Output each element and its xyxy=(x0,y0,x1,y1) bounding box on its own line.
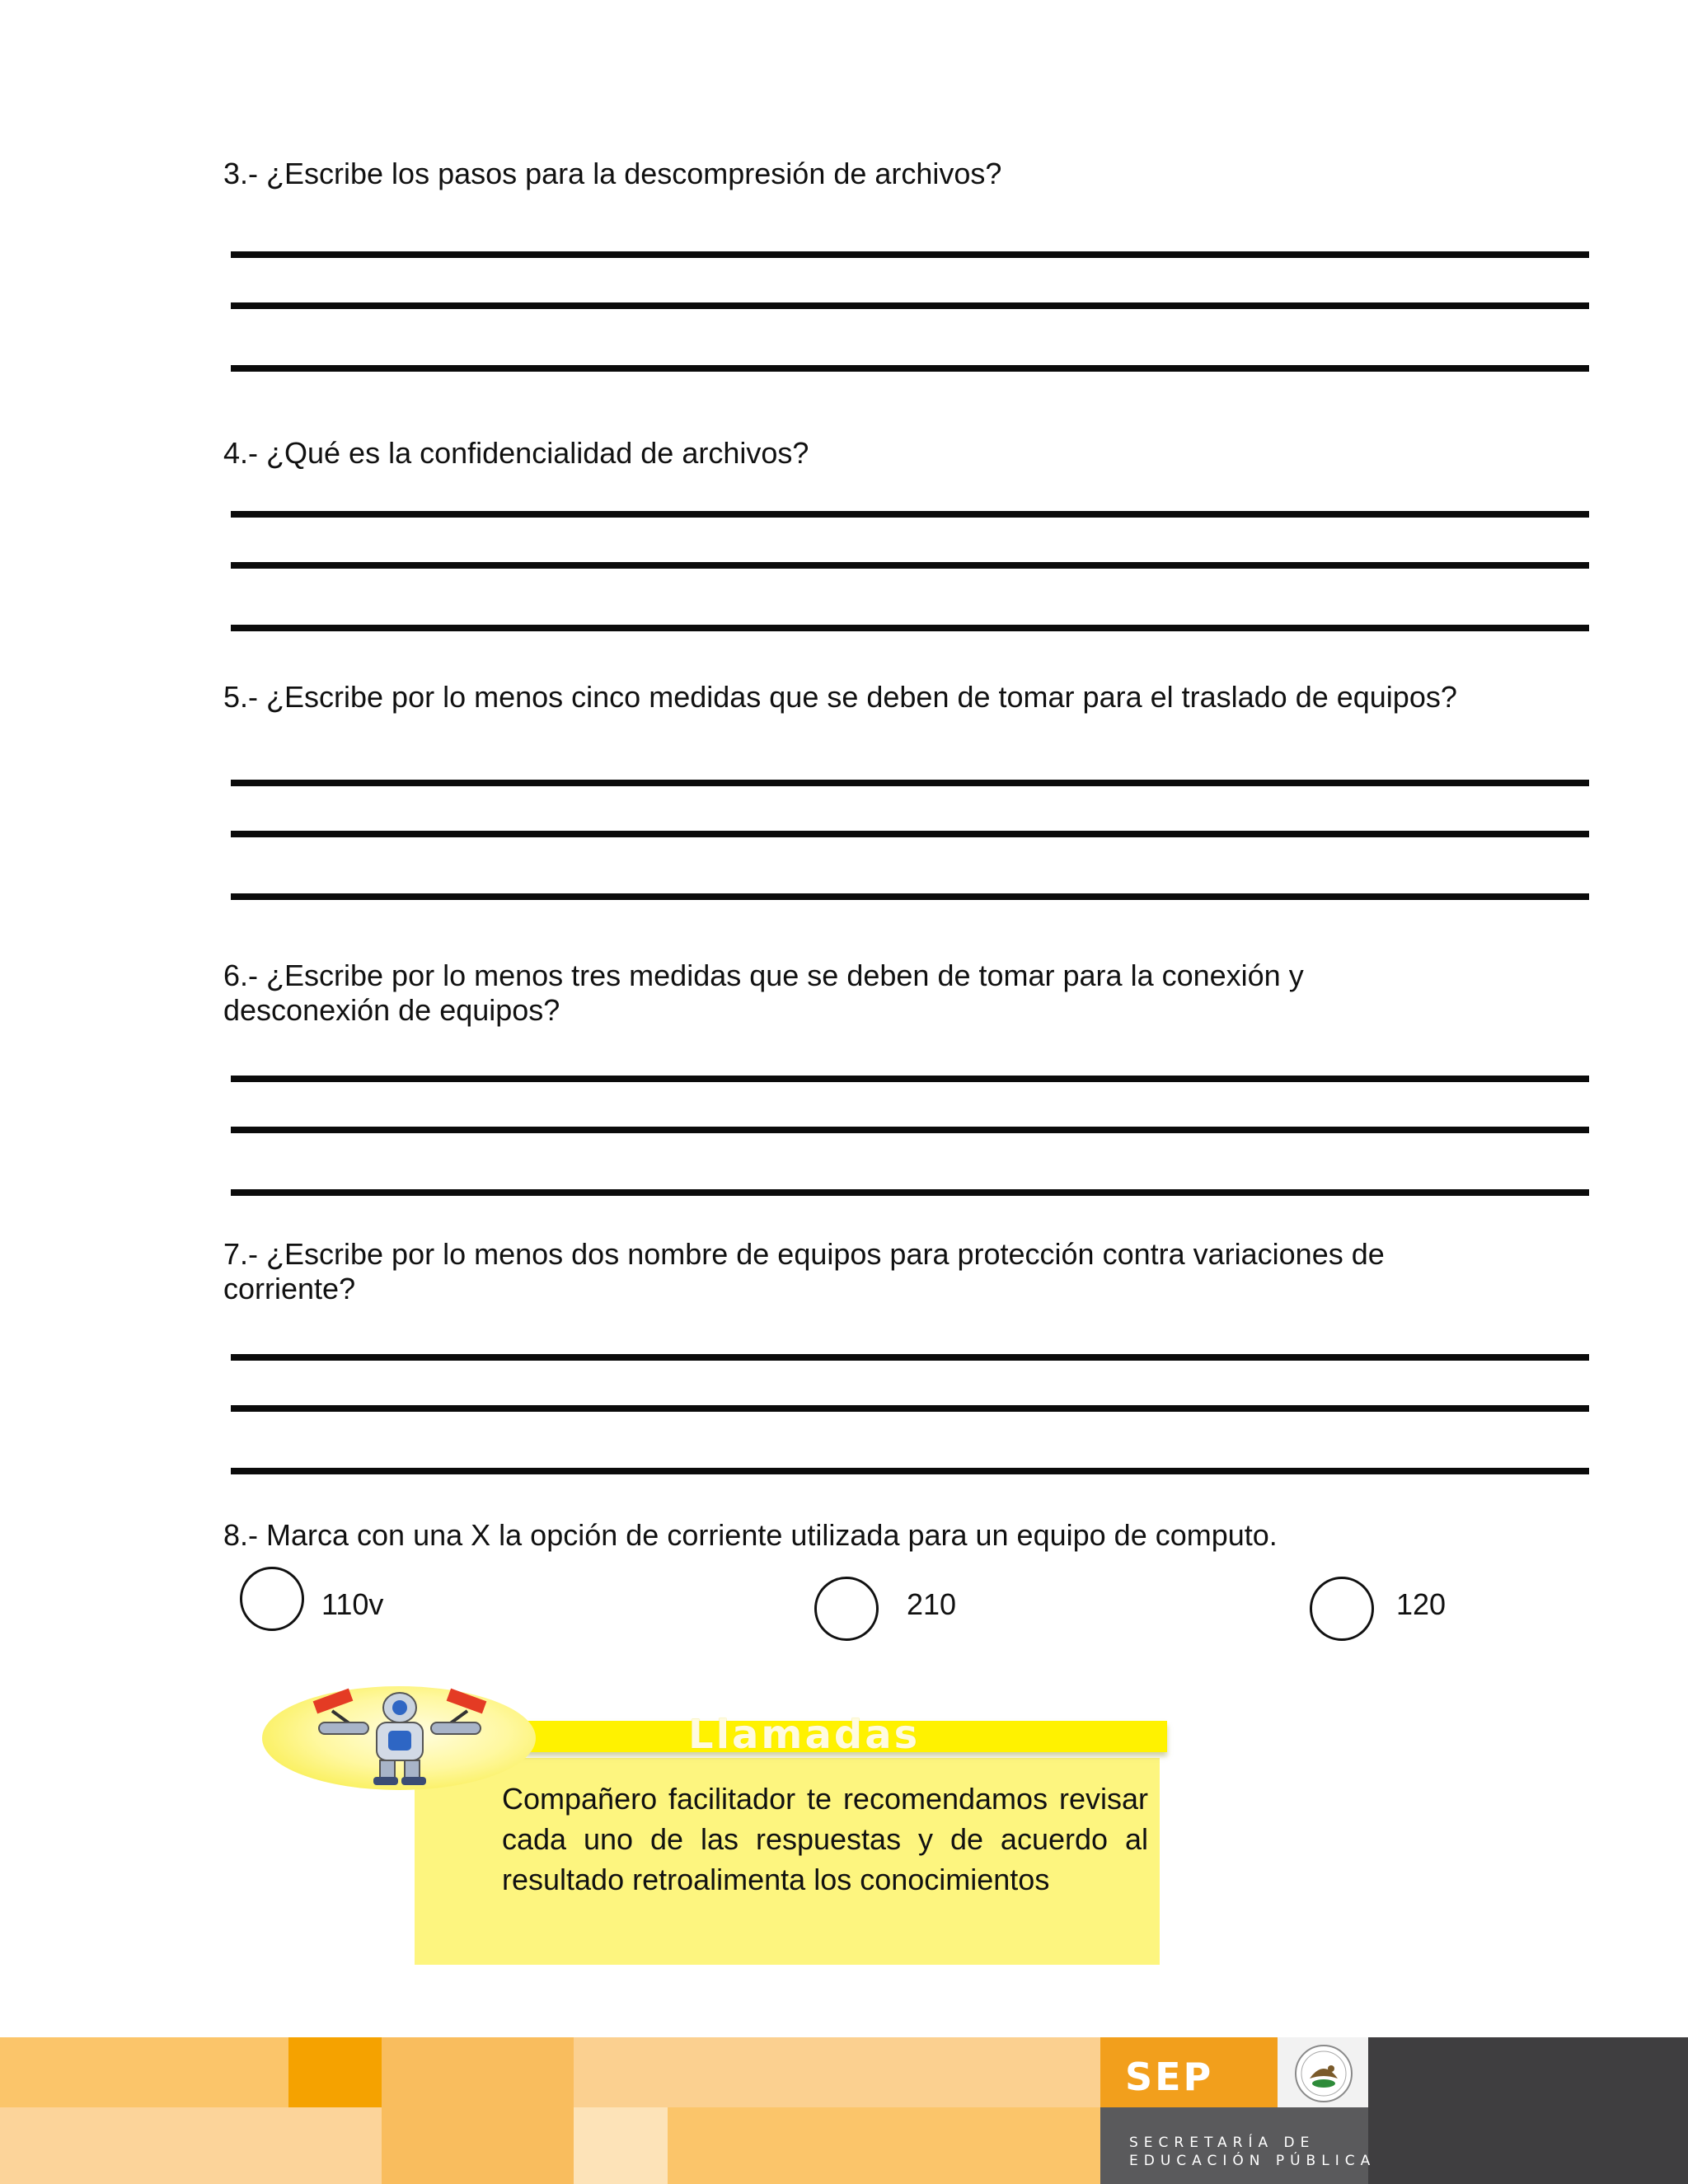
answer-line[interactable] xyxy=(231,365,1589,372)
sep-subtitle-line1: SECRETARÍA DE xyxy=(1129,2135,1315,2151)
callout-text: Compañero facilitador te recomendamos revisar cada uno de las respuestas y de acuerdo al resultado retroalimenta los conocimientos xyxy=(502,1782,1148,1896)
question-4: 4.- ¿Qué es la confidencialidad de archivos? xyxy=(223,436,809,470)
answer-line[interactable] xyxy=(231,511,1589,518)
sep-subtitle-line2: EDUCACIÓN PÚBLICA xyxy=(1129,2153,1376,2169)
answer-line[interactable] xyxy=(231,562,1589,569)
answer-line[interactable] xyxy=(231,251,1589,258)
option-110v-label: 110v xyxy=(321,1587,384,1621)
answer-line[interactable] xyxy=(231,1189,1589,1196)
option-210-label: 210 xyxy=(907,1587,957,1621)
option-120-label: 120 xyxy=(1396,1587,1447,1621)
question-3: 3.- ¿Escribe los pasos para la descompresión de archivos? xyxy=(223,157,1002,190)
answer-line[interactable] xyxy=(231,780,1589,786)
sep-subtitle xyxy=(1129,2134,1376,2170)
answer-line[interactable] xyxy=(231,1468,1589,1474)
question-6: 6.- ¿Escribe por lo menos tres medidas que se deben de tomar para la conexión y desconexión de equipos? xyxy=(223,958,1304,1027)
answer-line[interactable] xyxy=(231,1354,1589,1361)
answer-line[interactable] xyxy=(231,1127,1589,1133)
answer-line[interactable] xyxy=(231,831,1589,837)
answer-line[interactable] xyxy=(231,302,1589,309)
question-5: 5.- ¿Escribe por lo menos cinco medidas que se deben de tomar para el traslado de equipos? xyxy=(223,680,1457,714)
option-110v-radio[interactable] xyxy=(240,1567,304,1631)
sep-logo: SEP xyxy=(1125,2055,1214,2099)
question-8: 8.- Marca con una X la opción de corriente utilizada para un equipo de computo. xyxy=(223,1518,1278,1552)
answer-line[interactable] xyxy=(231,1405,1589,1412)
question-7: 7.- ¿Escribe por lo menos dos nombre de equipos para protección contra variaciones de corriente? xyxy=(223,1237,1385,1305)
robot-icon xyxy=(301,1686,499,1787)
mexico-seal-icon xyxy=(1290,2042,1357,2105)
answer-line[interactable] xyxy=(231,893,1589,900)
answer-line[interactable] xyxy=(231,1076,1589,1082)
option-210-radio[interactable] xyxy=(814,1577,879,1641)
option-120-radio[interactable] xyxy=(1310,1577,1374,1641)
callout-title: Llamadas xyxy=(688,1712,921,1758)
answer-line[interactable] xyxy=(231,625,1589,631)
